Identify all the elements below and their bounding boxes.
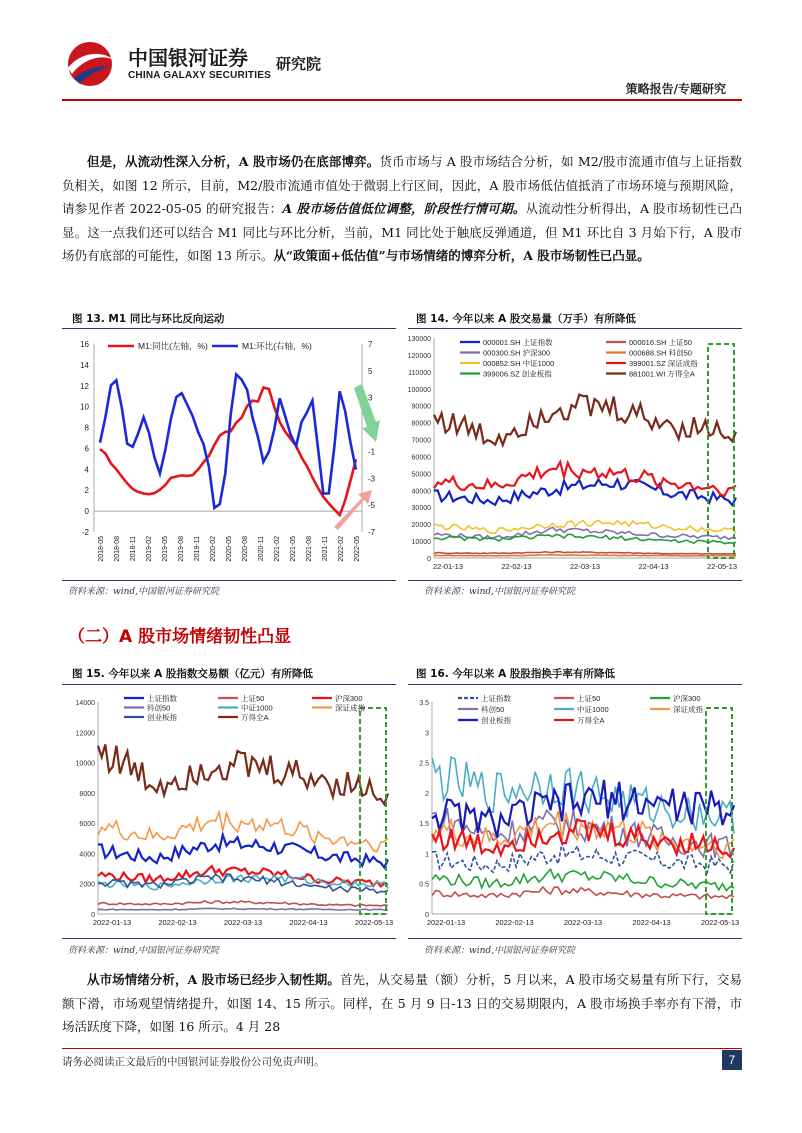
- series-line-2: [434, 552, 736, 555]
- legend-label: 000300.SH 沪深300: [483, 348, 551, 358]
- up-trend-arrow-icon: [334, 490, 372, 530]
- y-left-tick-label: 14: [80, 360, 89, 370]
- y-tick-label: 110000: [408, 369, 431, 377]
- x-tick-label: 2021-05: [290, 536, 297, 562]
- y-tick-label: 40000: [411, 488, 431, 496]
- y-tick-label: 3.5: [419, 700, 429, 707]
- series-line-2: [432, 887, 734, 899]
- x-tick-label: 22-01-13: [432, 562, 464, 571]
- x-tick-label: 2020-05: [226, 536, 233, 562]
- fig16-title-rule: [408, 684, 742, 685]
- y-tick-label: 10000: [411, 539, 431, 547]
- y-tick-label: 2: [425, 790, 429, 798]
- brand-name-en: CHINA GALAXY SECURITIES: [128, 70, 271, 81]
- x-tick-label: 2021-02: [274, 536, 281, 562]
- fig16-chart: [408, 688, 742, 938]
- x-tick-label: 22-05-13: [706, 562, 738, 571]
- y-left-tick-label: -2: [81, 528, 89, 537]
- report-category: 策略报告/专题研究: [625, 82, 726, 96]
- x-tick-label: 2022-01-13: [92, 918, 132, 927]
- y-right-tick-label: 3: [368, 393, 373, 403]
- y-tick-label: 120000: [408, 352, 431, 360]
- footer-rule: [62, 1048, 742, 1049]
- intro-lead: 但是，从流动性深入分析，A 股市场仍在底部博弈。: [87, 154, 380, 169]
- series-line-4: [98, 908, 388, 910]
- y-tick-label: 1: [425, 851, 429, 859]
- x-tick-label: 2022-02: [338, 536, 345, 562]
- y-tick-label: 90000: [411, 403, 431, 411]
- legend-label: 881001.WI 万得全A: [629, 369, 695, 379]
- x-tick-label: 2021-08: [306, 536, 313, 562]
- y-tick-label: 70000: [411, 437, 431, 445]
- y-tick-label: 0: [425, 912, 429, 919]
- y-left-tick-label: 4: [84, 465, 89, 475]
- legend-label: 000688.SH 科创50: [629, 348, 692, 358]
- fig15-bottom-rule: [62, 938, 396, 939]
- x-tick-label: 22-03-13: [569, 562, 601, 571]
- legend-label: 科创50: [147, 703, 171, 713]
- y-tick-label: 60000: [411, 454, 431, 462]
- fig16-source: 资料来源：wind,中国银河证券研究院: [424, 946, 576, 956]
- x-tick-label: 2019-11: [194, 536, 201, 562]
- y-left-tick-label: 2: [84, 486, 89, 496]
- footer-disclaimer: 请务必阅读正文最后的中国银河证券股份公司免责声明。: [62, 1056, 325, 1068]
- fig14-bottom-rule: [408, 580, 742, 581]
- closing-paragraph: [62, 968, 742, 1039]
- legend-label: 中证1000: [577, 705, 609, 714]
- x-tick-label: 2019-08: [178, 536, 185, 562]
- x-tick-label: 2022-02-13: [158, 918, 197, 927]
- legend-label: 万得全A: [241, 713, 269, 722]
- legend-label: 万得全A: [577, 716, 605, 725]
- legend-label: 上证50: [241, 694, 265, 703]
- x-tick-label: 2022-04-13: [632, 918, 671, 927]
- x-tick-label: 2019-05: [162, 536, 169, 562]
- fig14-chart: [408, 332, 742, 580]
- legend-label: 科创50: [481, 705, 505, 714]
- y-tick-label: 0.5: [419, 881, 429, 889]
- y-right-tick-label: 7: [368, 340, 373, 349]
- legend-label: 创业板指: [147, 713, 177, 722]
- y-tick-label: 0: [91, 912, 95, 919]
- y-left-tick-label: 16: [80, 340, 89, 349]
- legend-label: 上证指数: [147, 694, 177, 703]
- fig15-source: 资料来源：wind,中国银河证券研究院: [68, 946, 220, 956]
- series-line-8: [434, 395, 736, 446]
- fig13-title: 图 13. M1 同比与环比反向运动: [72, 313, 225, 325]
- fig15-title-rule: [62, 684, 396, 685]
- fig13-bottom-rule: [62, 580, 396, 581]
- x-tick-label: 2022-01-13: [426, 918, 466, 927]
- x-tick-label: 2020-02: [210, 536, 217, 562]
- legend-label: 沪深300: [673, 694, 701, 703]
- fig15-chart: [62, 688, 396, 938]
- y-tick-label: 12000: [75, 730, 95, 738]
- legend-label: 399001.SZ 深证成指: [629, 359, 698, 368]
- y-tick-label: 6000: [79, 821, 95, 829]
- closing-lead: 从市场情绪分析，A 股市场已经步入韧性期。: [87, 972, 340, 987]
- x-tick-label: 2018-05: [98, 536, 105, 562]
- y-left-tick-label: 0: [84, 507, 89, 517]
- y-tick-label: 10000: [75, 760, 95, 768]
- intro-body-2: 从流动性分析得出，A 股市场韧性已凸显。这一点我们还可以结合 M1 同比与环比分析，当前，M1 同比处于触底反弹通道，但 M1 环比自 3 月始下行，A 股市场仍有底部的可能性，如图 13 所示。: [62, 201, 742, 263]
- x-tick-label: 2022-05-13: [700, 918, 740, 927]
- series-line-6: [98, 812, 388, 852]
- fig13-title-rule: [62, 328, 396, 329]
- legend-label: 上证指数: [481, 694, 511, 703]
- x-tick-label: 22-04-13: [638, 562, 669, 571]
- closing-body: 首先，从交易量（额）分析，5 月以来，A 股市场交易量有所下行，交易额下滑，市场观望情绪提升，如图 14、15 所示。同样，在 5 月 9 日-13 日的交易期限内，A 股市场换手率亦有下滑，市场活跃度下降，如图 16 所示。4 月 28: [62, 972, 742, 1034]
- x-tick-label: 2022-02-13: [495, 918, 534, 927]
- y-right-tick-label: -3: [368, 474, 376, 484]
- x-tick-label: 2019-02: [146, 536, 153, 562]
- series-line-3: [98, 866, 388, 886]
- y-left-tick-label: 10: [80, 402, 89, 412]
- fig13-chart: [62, 332, 396, 580]
- highlight-box: [708, 344, 734, 558]
- y-right-tick-label: 5: [368, 366, 373, 376]
- y-tick-label: 4000: [79, 851, 95, 859]
- report-title-ref: A 股市场估值低位调整，阶段性行情可期。: [282, 201, 526, 216]
- y-tick-label: 50000: [411, 471, 431, 479]
- x-tick-label: 2018-11: [130, 536, 137, 562]
- y-tick-label: 80000: [411, 420, 431, 428]
- legend-label: M1:环比(右轴，%): [242, 341, 312, 351]
- intro-body-1: 货币市场与 A 股市场结合分析，如 M2/股市流通市值与上证指数负相关，如图 12 所示，目前，M2/股市流通市值处于微弱上行区间，因此，A 股市场低估值抵消了市场环境与预期风险，请参见作者 2022-05-05 的研究报告：: [62, 154, 742, 216]
- y-right-tick-label: -7: [368, 528, 376, 537]
- series-line-8: [98, 744, 388, 804]
- x-tick-label: 22-02-13: [501, 562, 532, 571]
- y-right-tick-label: -5: [368, 501, 376, 511]
- legend-label: 000001.SH 上证指数: [483, 338, 553, 347]
- legend-label: 深证成指: [335, 703, 365, 713]
- x-tick-label: 2022-05: [354, 536, 361, 562]
- legend-label: 上证50: [577, 694, 601, 703]
- header-rule: [62, 99, 742, 101]
- fig14-title-rule: [408, 328, 742, 329]
- y-tick-label: 30000: [411, 505, 431, 513]
- fig16-bottom-rule: [408, 938, 742, 939]
- legend-label: 399006.SZ 创业板指: [483, 369, 552, 379]
- x-tick-label: 2022-04-13: [289, 918, 328, 927]
- y-right-tick-label: -1: [368, 447, 376, 457]
- y-tick-label: 3: [425, 730, 429, 738]
- institute-label: 研究院: [276, 55, 322, 73]
- series-line-3: [432, 869, 734, 890]
- fig13-source: 资料来源：wind,中国银河证券研究院: [68, 587, 220, 597]
- y-tick-label: 2000: [79, 881, 95, 889]
- x-tick-label: 2022-03-13: [223, 918, 263, 927]
- series-line-4: [434, 555, 736, 556]
- fig16-title: 图 16. 今年以来 A 股股指换手率有所降低: [416, 668, 615, 680]
- x-tick-label: 2021-11: [322, 536, 329, 562]
- down-trend-arrow-icon: [354, 384, 380, 442]
- y-tick-label: 14000: [75, 700, 95, 707]
- legend-label: 000852.SH 中证1000: [483, 359, 555, 368]
- legend-label: 000016.SH 上证50: [629, 338, 692, 347]
- fig15-title: 图 15. 今年以来 A 股指数交易额（亿元）有所降低: [72, 668, 313, 680]
- series-line-2: [98, 901, 388, 906]
- brand-name-cn: 中国银河证券: [128, 46, 248, 70]
- x-tick-label: 2020-08: [242, 536, 249, 562]
- legend-label: 深证成指: [673, 705, 703, 714]
- y-left-tick-label: 6: [84, 444, 89, 454]
- legend-label: 沪深300: [335, 694, 363, 703]
- x-tick-label: 2018-08: [114, 536, 121, 562]
- intro-conclusion: 从“政策面+低估值”与市场情绪的博弈分析，A 股市场韧性已凸显。: [273, 248, 650, 263]
- y-tick-label: 1.5: [419, 821, 429, 829]
- y-tick-label: 8000: [79, 790, 95, 798]
- legend-label: 创业板指: [481, 716, 511, 725]
- fig14-source: 资料来源：wind,中国银河证券研究院: [424, 587, 576, 597]
- y-tick-label: 2.5: [419, 760, 429, 768]
- page-number: 7: [722, 1050, 742, 1070]
- legend-label: M1:同比(左轴，%): [138, 341, 208, 351]
- galaxy-logo-icon: [62, 40, 118, 88]
- fig14-title: 图 14. 今年以来 A 股交易量（万手）有所降低: [416, 313, 636, 325]
- y-tick-label: 0: [427, 556, 431, 563]
- y-tick-label: 100000: [408, 386, 431, 394]
- x-tick-label: 2022-03-13: [563, 918, 603, 927]
- y-tick-label: 20000: [411, 522, 431, 530]
- section-heading: （二）A 股市场情绪韧性凸显: [68, 627, 292, 647]
- legend-label: 中证1000: [241, 703, 273, 713]
- y-tick-label: 130000: [408, 336, 431, 343]
- x-tick-label: 2020-11: [258, 536, 265, 562]
- y-left-tick-label: 12: [80, 381, 89, 391]
- series-line-5: [434, 520, 736, 533]
- intro-paragraph: [62, 150, 742, 268]
- header: [0, 0, 802, 110]
- x-tick-label: 2022-05-13: [354, 918, 394, 927]
- y-left-tick-label: 8: [84, 423, 89, 433]
